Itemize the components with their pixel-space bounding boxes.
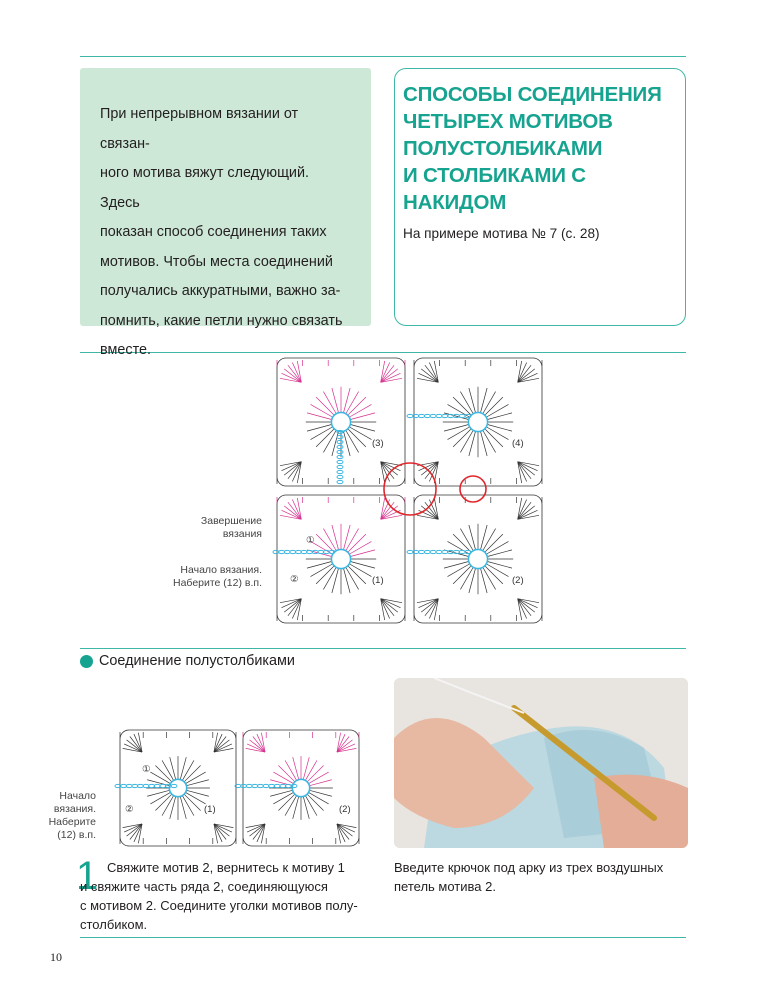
section-rule [80,648,686,649]
motif-symbol [120,730,236,846]
section-heading [80,653,295,669]
finish-note: Завершение вязания [200,515,262,540]
page-title: СПОСОБЫ СОЕДИНЕНИЯ ЧЕТЫРЕХ МОТИВОВ ПОЛУСТОЛБИКАМИ И СТОЛБИКАМИ С НАКИДОМ [403,83,662,214]
step-2-text: Введите крючок под арку из трех воздушных петель мотива 2. [394,860,664,894]
round-label-2: ② [290,574,299,585]
title-box [394,68,686,326]
join-highlight-small [460,476,486,502]
page-number: 10 [50,950,62,964]
step-1-text: Свяжите мотив 2, вернитесь к мотиву 1 и свяжите часть ряда 2, соединяющуюся с мотивом 2. Соедините уголки мотивов полу- столбиком. [80,860,358,932]
motif-label-3: (3) [372,438,384,449]
start-note: Начало вязания. Наберите (12) в.п. [173,564,262,589]
motif-labels [290,438,524,586]
small-motif-label-1: (1) [204,804,216,815]
step-1-number: 1 [76,854,99,898]
intro-box [80,68,371,358]
page-subtitle: На примере мотива № 7 (с. 28) [403,226,600,241]
four-motif-diagram [270,352,550,630]
small-round-label-1: ① [142,764,151,775]
motif-symbol [414,495,542,623]
motif-symbol [277,358,405,486]
join-highlight-large [384,463,436,515]
step-2-photo [394,678,688,848]
motif-symbol [277,495,405,623]
small-round-label-2: ② [125,804,134,815]
round-label-1: ① [306,535,315,546]
top-rule [80,56,686,57]
bullet-icon [80,655,93,668]
motif-label-4: (4) [512,438,524,449]
two-motif-diagram [98,718,370,850]
small-start-note: Начало вязания. Наберите (12) в.п. [48,790,96,841]
intro-text: При непрерывном вязании от связан- ного мотива вяжут следующий. Здесь показан способ соединения таких мотивов. Чтобы места соединений получались аккуратными, важно за- помнить, какие петли нужно связать вместе. [100,106,343,358]
motif-symbol [414,358,542,486]
motif-label-1: (1) [372,575,384,586]
photo-illustration [394,678,688,848]
motif-label-2: (2) [512,575,524,586]
small-motif-label-2: (2) [339,804,351,815]
bottom-rule [80,937,686,938]
section-title: Соединение полустолбиками [99,653,295,669]
